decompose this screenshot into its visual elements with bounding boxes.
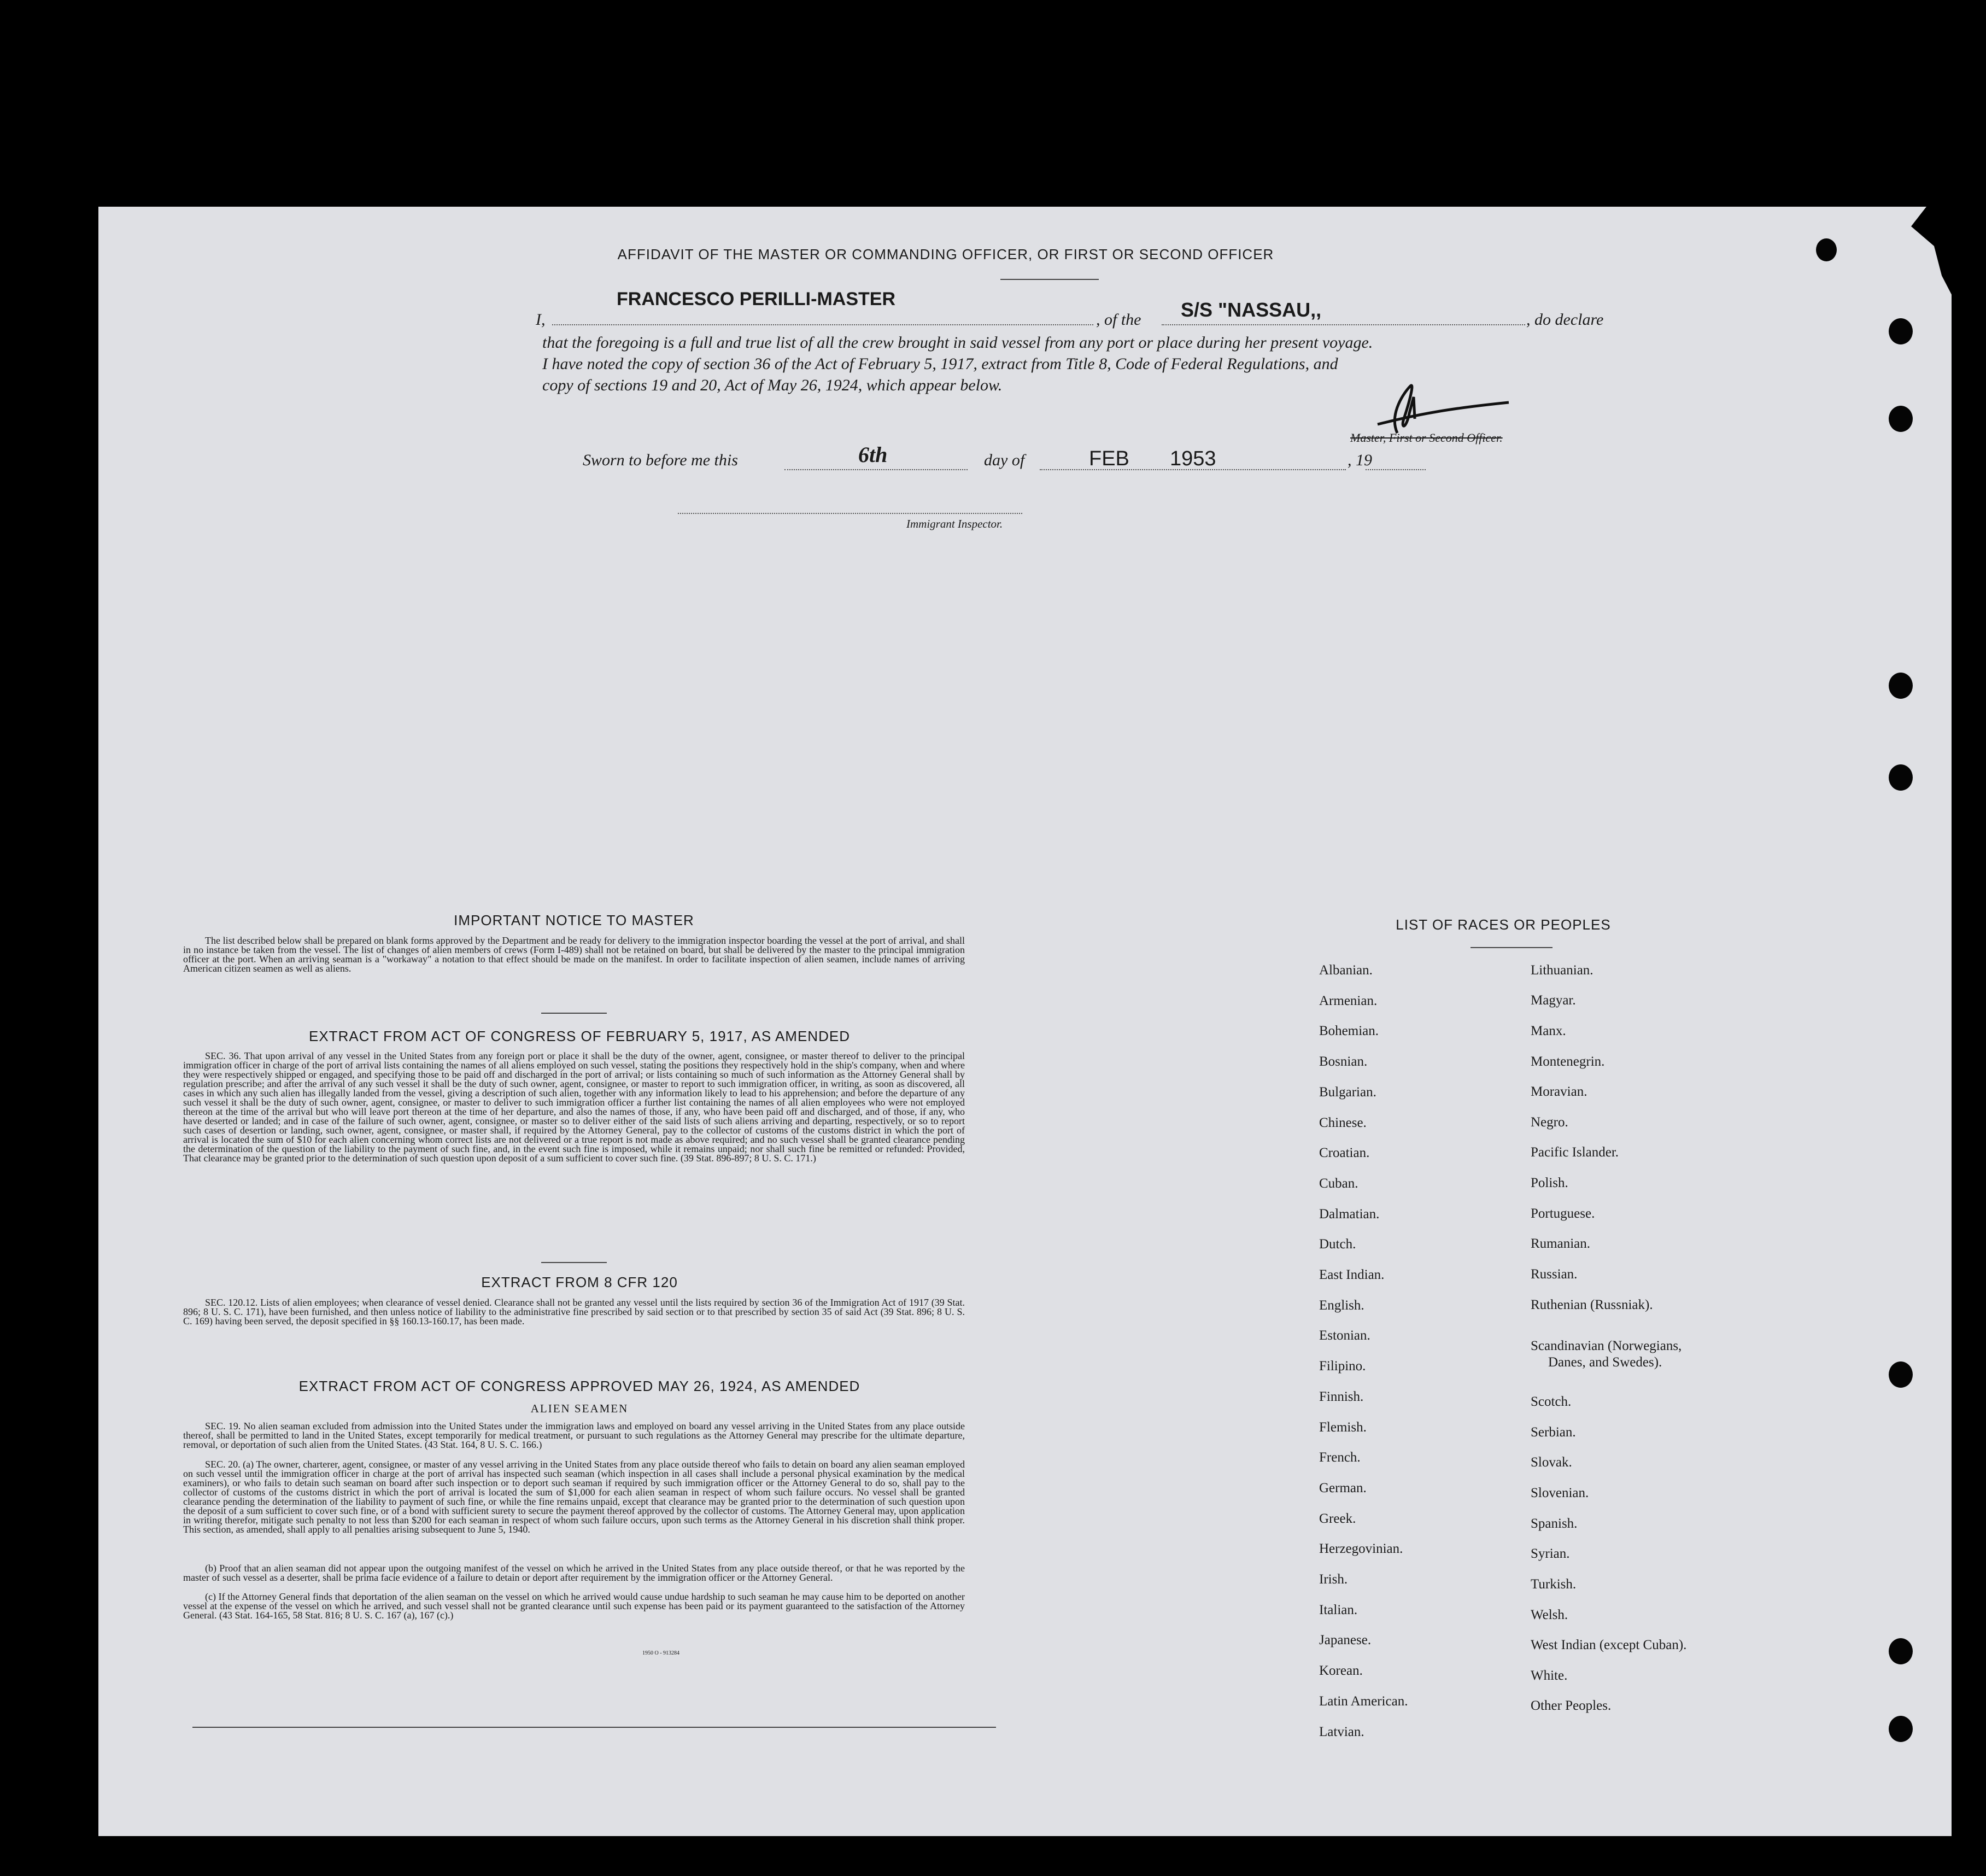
i-label: I, xyxy=(536,311,546,329)
torn-corner xyxy=(1880,207,1957,305)
race-item: Croatian. xyxy=(1319,1146,1370,1161)
sworn-label: Sworn to before me this xyxy=(583,451,738,469)
race-item: German. xyxy=(1319,1480,1367,1495)
notice-title: IMPORTANT NOTICE TO MASTER xyxy=(454,912,694,928)
inspector-caption: Immigrant Inspector. xyxy=(906,517,1003,530)
declaration-line-1: that the foregoing is a full and true list of all the crew brought in said vessel from any port or place during her present voyage. xyxy=(542,334,1373,352)
race-item: Cuban. xyxy=(1319,1176,1358,1191)
race-item: Negro. xyxy=(1531,1115,1568,1130)
sec20a-body: SEC. 20. (a) The owner, charterer, agent, consignee, or master of any vessel arriving in the United States from any place outside thereof who fails to detain on board any alien seaman employed on such vessel until the immigration officer in charge at the port of arrival has inspected such seaman (which inspection in all cases shall include a personal physical examination by the medical examiners), or who fails to detain such seaman on board after such inspection or to deport such seaman if required by such immigration officer or the Attorney General to do so, shall pay to the collector of customs of the customs district in which the port of arrival is located the sum of $1,000 for each alien seaman in respect of whom such failure occurs. No vessel shall be granted clearance pending the determination of the liability to payment of such fine, or while the fine remains unpaid, except that clearance may be granted prior to the determination of such question upon the deposit of a sum sufficient to cover such fine, or of a bond with sufficient surety to secure the payment thereof approved by the collector of customs. The Attorney General may, upon application in writing therefor, mitigate such penalty to not less than $200 for each seaman in respect of whom such failure occurs, upon such terms as the Attorney General in his discretion shall think proper. This section, as amended, shall apply to all penalties arising subsequent to June 5, 1940. xyxy=(183,1459,965,1535)
race-item: Finnish. xyxy=(1319,1389,1364,1404)
punch-hole xyxy=(1889,673,1913,699)
of-the-label: , of the xyxy=(1096,311,1141,329)
day-of-label: day of xyxy=(984,451,1025,469)
day-line xyxy=(784,469,968,470)
race-item: Chinese. xyxy=(1319,1115,1367,1130)
race-item: Portuguese. xyxy=(1531,1206,1595,1221)
extract1924-subtitle: ALIEN SEAMEN xyxy=(530,1402,629,1415)
punch-hole xyxy=(1816,238,1837,261)
notice-rule xyxy=(541,1013,607,1014)
race-item: Ruthenian (Russniak). xyxy=(1531,1298,1653,1312)
race-item: Danes, and Swedes). xyxy=(1548,1355,1662,1370)
extract1917-rule xyxy=(541,1262,607,1263)
declaration-line-2: I have noted the copy of section 36 of the Act of February 5, 1917, extract from Title 8, Code of Federal Regulations, and xyxy=(542,355,1338,373)
name-line xyxy=(552,324,1093,325)
year-value: 1953 xyxy=(1170,447,1216,470)
race-item: Dutch. xyxy=(1319,1237,1356,1252)
extract1917-body: SEC. 36. That upon arrival of any vessel in the United States from any foreign port or place it shall be the duty of the owner, agent, consignee, or master thereof to deliver to the principal immigration officer in charge of the port of arrival lists containing the names of all aliens employed on such vessel, stating the positions they respectively hold in the ship's company, when and where they were respectively shipped or engaged, and specifying those to be paid off and discharged in the port of arrival; or lists containing so much of such information as the Attorney General shall by regulation prescribe; and after the arrival of any such vessel it shall be the duty of such owner, agent, consignee, or master to report to such immigration officer, in writing, as soon as discovered, all cases in which any such alien has illegally landed from the vessel, giving a description of such alien, together with any information likely to lead to his apprehension; and before the departure of any such vessel it shall be the duty of such owner, agent, consignee, or master to deliver to such immigration officer a further list containing the names of all alien employees who were not employed thereon at the time of the arrival but who will leave port thereon at the time of her departure, and also the names of those, if any, who have been paid off and discharged, and of those, if any, who have deserted or landed; and in case of the failure of such owner, agent, consignee, or master so to deliver either of the said lists of such aliens arriving and departing, respectively, or so to report such cases of desertion or landing, such owner, agent, consignee, or master shall, if required by the Attorney General, pay to the collector of customs of the customs district in which the port of arrival is located the sum of $10 for each alien concerning whom correct lists are not delivered or a true report is not made as above required; and no such vessel shall be granted clearance pending the determination of the question of the liability to the payment of such fine, and, in the event such fine is imposed, while it remains unpaid; nor shall such fine be remitted or refunded: Provided, That clearance may be granted prior to the determination of such question upon deposit of a sum sufficient to cover such fine. (39 Stat. 896-897; 8 U. S. C. 171.) xyxy=(183,1050,965,1164)
race-item: Serbian. xyxy=(1531,1425,1576,1440)
race-item: Estonian. xyxy=(1319,1328,1370,1343)
day-value: 6th xyxy=(858,442,888,467)
vessel-name: S/S "NASSAU,, xyxy=(1181,299,1322,321)
extract8cfr-title: EXTRACT FROM 8 CFR 120 xyxy=(481,1274,678,1290)
race-item: Montenegrin. xyxy=(1531,1054,1605,1069)
sec19-body: SEC. 19. No alien seaman excluded from admission into the United States under the immigration laws and employed on board any vessel arriving in the United States from any place outside thereof, shall be permitted to land in the United States, except temporarily for medical treatment, or pursuant to such regulations as the Attorney General may prescribe for the ultimate departure, removal, or deportation of such alien from the United States. (43 Stat. 164, 8 U. S. C. 166.) xyxy=(183,1421,965,1450)
race-item: Polish. xyxy=(1531,1176,1568,1190)
sec20b-body: (b) Proof that an alien seaman did not appear upon the outgoing manifest of the vessel on which he arrived in the United States from any place outside thereof, or that he was reported by the master of such vessel as a deserter, shall be prima facie evidence of a failure to detain or deport after requirement by the immigration officer or the Attorney General. xyxy=(183,1563,965,1583)
race-item: East Indian. xyxy=(1319,1267,1385,1282)
vessel-line xyxy=(1162,324,1525,325)
race-item: Welsh. xyxy=(1531,1608,1568,1622)
race-item: Italian. xyxy=(1319,1602,1358,1617)
race-item: Latvian. xyxy=(1319,1724,1364,1739)
signature-caption: Master, First or Second Officer. xyxy=(1350,431,1503,445)
race-item: Pacific Islander. xyxy=(1531,1145,1619,1160)
extract1924-title: EXTRACT FROM ACT OF CONGRESS APPROVED MAY 26, 1924, AS AMENDED xyxy=(298,1378,860,1394)
sec20c-body: (c) If the Attorney General finds that deportation of the alien seaman on the vessel on which he arrived would cause undue hardship to such seaman he may cause him to be deported on another vessel at the expense of the vessel on which he arrived, and such vessel shall not be granted clearance until such expense has been paid or its payment guaranteed to the satisfaction of the Attorney General. (43 Stat. 164-165, 58 Stat. 816; 8 U. S. C. 167 (a), 167 (c).) xyxy=(183,1591,965,1621)
race-item: Albanian. xyxy=(1319,963,1373,978)
punch-hole xyxy=(1889,318,1913,344)
affidavit-title: AFFIDAVIT OF THE MASTER OR COMMANDING OFFICER, OR FIRST OR SECOND OFFICER xyxy=(617,246,1274,262)
do-declare-label: , do declare xyxy=(1526,311,1604,329)
master-name: FRANCESCO PERILLI-MASTER xyxy=(617,289,895,309)
race-item: Armenian. xyxy=(1319,993,1378,1008)
race-item: Magyar. xyxy=(1531,993,1576,1008)
punch-hole xyxy=(1889,406,1913,432)
race-item: Bosnian. xyxy=(1319,1054,1368,1070)
race-item: Spanish. xyxy=(1531,1516,1578,1531)
race-item: West Indian (except Cuban). xyxy=(1531,1638,1687,1652)
race-item: Bulgarian. xyxy=(1319,1084,1376,1100)
race-item: Russian. xyxy=(1531,1267,1578,1282)
declaration-line-3: copy of sections 19 and 20, Act of May 26, 1924, which appear below. xyxy=(542,376,1003,394)
races-rule xyxy=(1471,947,1553,948)
year-line xyxy=(1366,469,1426,470)
race-item: English. xyxy=(1319,1298,1364,1313)
races-title: LIST OF RACES OR PEOPLES xyxy=(1396,916,1611,933)
race-item: Greek. xyxy=(1319,1511,1356,1526)
punch-hole xyxy=(1889,764,1913,791)
race-item: Lithuanian. xyxy=(1531,963,1594,978)
race-item: Slovenian. xyxy=(1531,1486,1589,1500)
race-item: Bohemian. xyxy=(1319,1024,1379,1039)
inspector-line xyxy=(678,513,1022,514)
race-item: Flemish. xyxy=(1319,1419,1367,1435)
race-item: Herzegovinian. xyxy=(1319,1541,1403,1557)
race-item: Syrian. xyxy=(1531,1546,1570,1561)
extract1917-title: EXTRACT FROM ACT OF CONGRESS OF FEBRUARY 5, 1917, AS AMENDED xyxy=(309,1028,850,1044)
race-item: Filipino. xyxy=(1319,1359,1366,1374)
punch-hole xyxy=(1889,1716,1913,1742)
race-item: French. xyxy=(1319,1450,1361,1465)
race-item: Other Peoples. xyxy=(1531,1698,1612,1713)
print-code: 1950 O - 913284 xyxy=(642,1650,680,1656)
race-item: Irish. xyxy=(1319,1572,1348,1587)
extract8cfr-body: SEC. 120.12. Lists of alien employees; when clearance of vessel denied. Clearance shall not be granted any vessel until the lists required by section 36 of the Immigration Act of 1917 (39 Stat. 896; 8 U. S. C. 171), have been furnished, and then unless notice of liability to the administrative fine prescribed by said section or to that prescribed by section 35 of said Act (39 Stat. 896; 8 U. S. C. 169) having been served, the deposit specified in §§ 160.13-160.17, has been made. xyxy=(183,1297,965,1326)
race-item: White. xyxy=(1531,1668,1568,1683)
punch-hole xyxy=(1889,1638,1913,1664)
race-item: Scandinavian (Norwegians, xyxy=(1531,1339,1682,1353)
notice-body: The list described below shall be prepared on blank forms approved by the Department and be ready for delivery to the immigration inspector boarding the vessel at the port of arrival, and shall in no instance be taken from the vessel. The list of changes of alien members of crews (Form I-489) shall not be retained on board, but shall be delivered by the master to the principal immigration officer at the port. When an arriving seaman is a "workaway" a notation to that effect should be made on the manifest. In order to facilitate inspection of alien seamen, include names of arriving American citizen seamen as well as aliens. xyxy=(183,935,965,974)
punch-hole xyxy=(1889,1361,1913,1388)
race-item: Turkish. xyxy=(1531,1577,1577,1592)
race-item: Korean. xyxy=(1319,1663,1363,1679)
race-item: Manx. xyxy=(1531,1024,1566,1038)
document-sheet xyxy=(98,207,1952,1836)
race-item: Japanese. xyxy=(1319,1633,1372,1648)
year-suffix: , 19 xyxy=(1348,451,1372,469)
month-value: FEB xyxy=(1089,447,1129,470)
race-item: Rumanian. xyxy=(1531,1236,1591,1251)
race-item: Dalmatian. xyxy=(1319,1206,1380,1222)
title-rule xyxy=(1000,279,1099,280)
race-item: Slovak. xyxy=(1531,1455,1572,1470)
race-item: Latin American. xyxy=(1319,1693,1408,1709)
race-item: Moravian. xyxy=(1531,1084,1587,1099)
race-item: Scotch. xyxy=(1531,1394,1572,1409)
footer-rule xyxy=(192,1727,996,1728)
